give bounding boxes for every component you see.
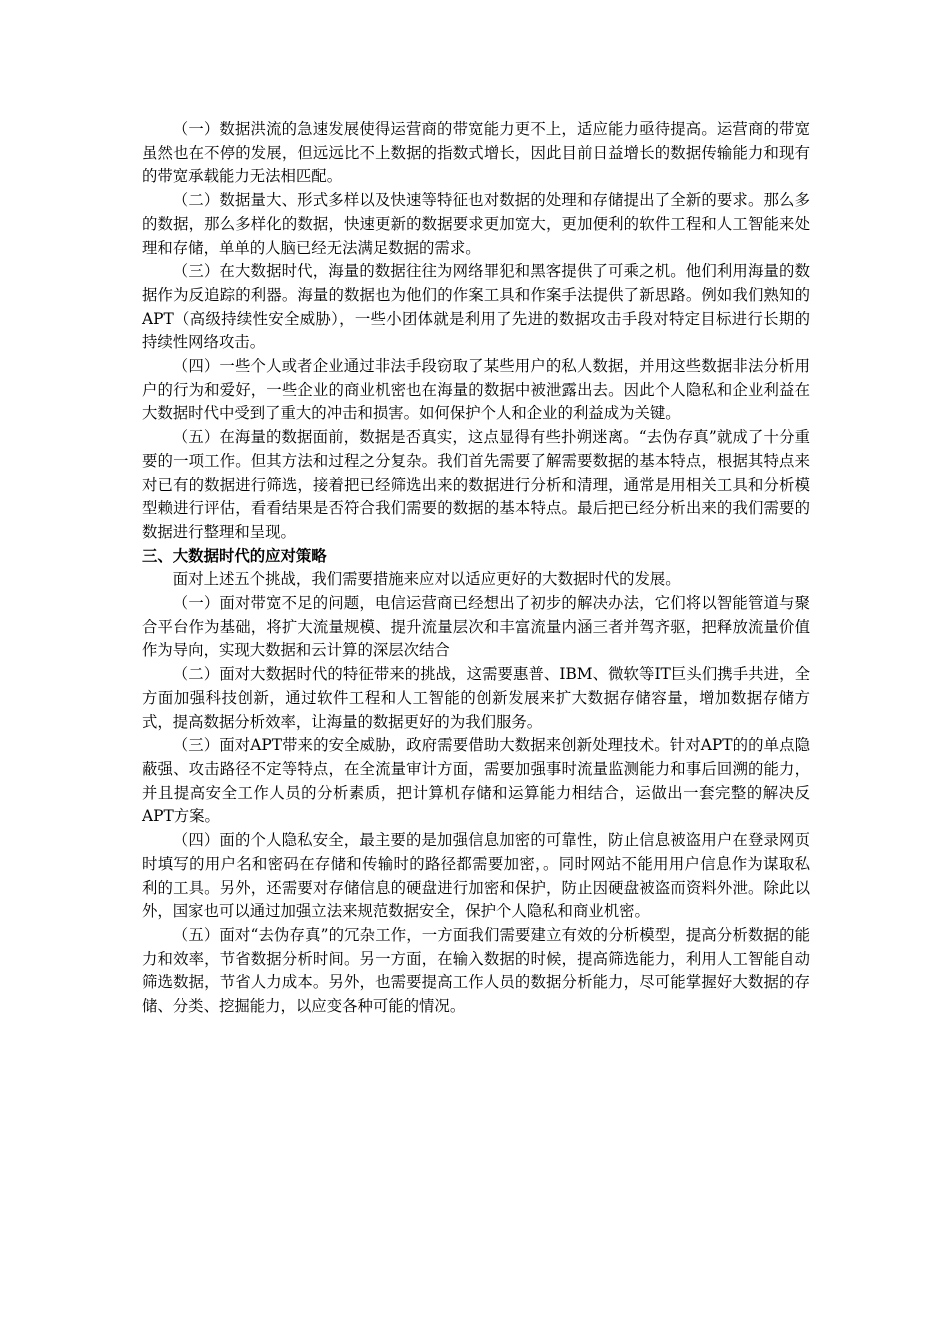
paragraph-challenge-3: （三）在大数据时代，海量的数据往往为网络罪犯和黑客提供了可乘之机。他们利用海量的数据作为反追踪的利器。海量的数据也为他们的作案工具和作案手法提供了新思路。例如我们熟知的APT（高级持续性安全威胁），一些小团体就是利用了先进的数据攻击手段对特定目标进行长期的持续性网络攻击。 — [142, 262, 810, 352]
paragraph-challenge-5: （五）在海量的数据面前，数据是否真实，这点显得有些扑朔迷离。“去伪存真”就成了十分重要的一项工作。但其方法和过程之分复杂。我们首先需要了解需要数据的基本特点，根据其特点来对已有的数据进行筛选，接着把已经筛选出来的数据进行分析和清理，通常是用相关工具和分析模型赖进行评估，看看结果是否符合我们需要的数据的基本特点。最后把已经分析出来的我们需要的数据进行整理和呈现。 — [142, 428, 810, 541]
paragraph-challenge-1: （一）数据洪流的急速发展使得运营商的带宽能力更不上，适应能力亟待提高。运营商的带宽虽然也在不停的发展，但远远比不上数据的指数式增长，因此目前日益增长的数据传输能力和现有的带宽承载能力无法相匹配。 — [142, 120, 810, 186]
paragraph-strategy-3: （三）面对APT带来的安全威胁，政府需要借助大数据来创新处理技术。针对APT的的单点隐蔽强、攻击路径不定等特点，在全流量审计方面，需要加强事时流量监测能力和事后回溯的能力，并且提高安全工作人员的分析素质，把计算机存储和运算能力相结合，运做出一套完整的解决反APT方案。 — [142, 736, 810, 826]
paragraph-strategy-1: （一）面对带宽不足的问题，电信运营商已经想出了初步的解决办法，它们将以智能管道与聚合平台作为基础，将扩大流量规模、提升流量层次和丰富流量内涵三者并驾齐驱，把释放流量价值作为导向，实现大数据和云计算的深层次结合 — [142, 594, 810, 660]
section-heading: 三、大数据时代的应对策略 — [142, 546, 327, 565]
paragraph-strategy-4: （四）面的个人隐私安全，最主要的是加强信息加密的可靠性，防止信息被盗用户在登录网页时填写的用户名和密码在存储和传输时的路径都需要加密，。同时网站不能用用户信息作为谋取私利的工具。另外，还需要对存储信息的硬盘进行加密和保护，防止因硬盘被盗而资料外泄。除此以外，国家也可以通过加强立法来规范数据安全，保护个人隐私和商业机密。 — [142, 831, 810, 921]
paragraph-strategy-2: （二）面对大数据时代的特征带来的挑战，这需要惠普、IBM、微软等IT巨头们携手共进，全方面加强科技创新，通过软件工程和人工智能的创新发展来扩大数据存储容量，增加数据存储方式，提高数据分析效率，让海量的数据更好的为我们服务。 — [142, 665, 810, 731]
paragraph-strategy-intro: 面对上述五个挑战，我们需要措施来应对以适应更好的大数据时代的发展。 — [172, 570, 681, 589]
paragraph-challenge-4: （四）一些个人或者企业通过非法手段窃取了某些用户的私人数据，并用这些数据非法分析用户的行为和爱好，一些企业的商业机密也在海量的数据中被泄露出去。因此个人隐私和企业利益在大数据时代中受到了重大的冲击和损害。如何保护个人和企业的利益成为关键。 — [142, 357, 810, 423]
paragraph-strategy-5: （五）面对“去伪存真”的冗杂工作，一方面我们需要建立有效的分析模型，提高分析数据的能力和效率，节省数据分析时间。另一方面，在输入数据的时候，提高筛选能力，利用人工智能自动筛选数据，节省人力成本。另外，也需要提高工作人员的数据分析能力，尽可能掌握好大数据的存储、分类、挖掘能力，以应变各种可能的情况。 — [142, 925, 810, 1016]
paragraph-challenge-2: （二）数据量大、形式多样以及快速等特征也对数据的处理和存储提出了全新的要求。那么多的数据，那么多样化的数据，快速更新的数据要求更加宽大，更加便利的软件工程和人工智能来处理和存储，单单的人脑已经无法满足数据的需求。 — [142, 191, 810, 257]
document-page — [142, 118, 810, 1019]
